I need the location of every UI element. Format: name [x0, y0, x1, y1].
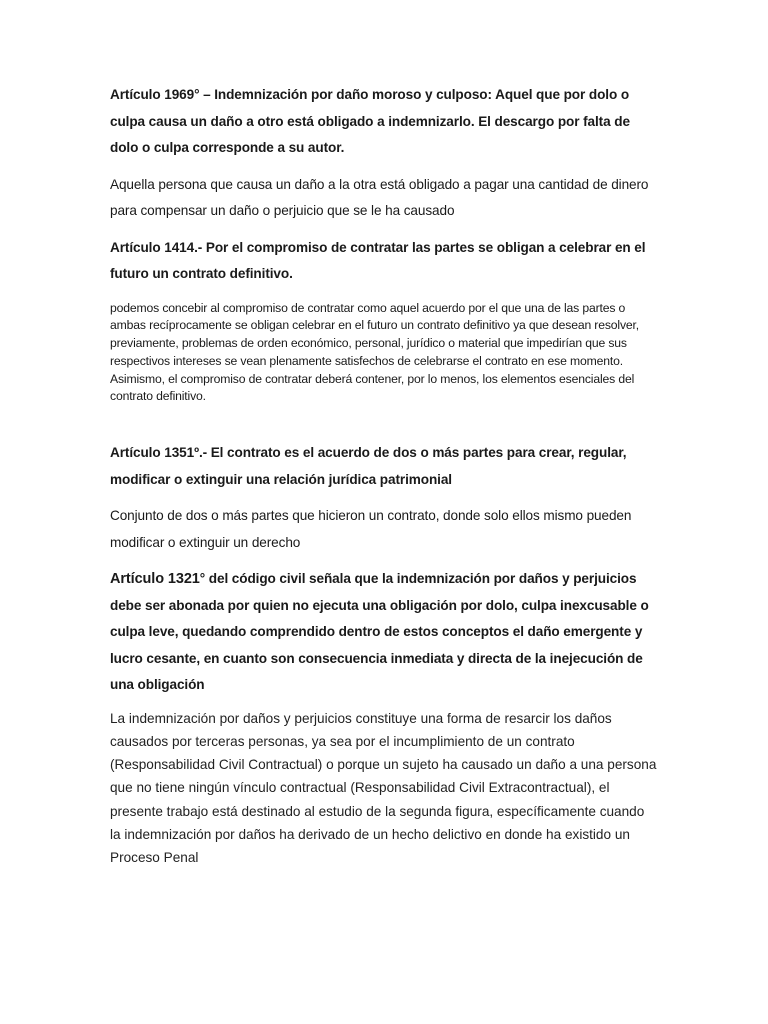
- article-1321-lead: Artículo 1321: [110, 571, 200, 588]
- article-1321-text: [110, 566, 658, 699]
- article-1351-text: Artículo 1351º.- El contrato es el acuerdo de dos o más partes para crear, regular, modificar o extinguir una relación jurídica patrimonial: [110, 445, 627, 487]
- article-1321-rest: ° del código civil señala que la indemnización por daños y perjuicios debe ser abonada por quien no ejecuta una obligación por dolo, culpa inexcusable o culpa leve, quedando comprendido dentro de estos conceptos el daño emergente y lucro cesante, en cuanto son consecuencia inmediata y directa de la inejecución de una obligación: [110, 571, 649, 693]
- article-1969-text: Artículo 1969° – Indemnización por daño moroso y culposo: Aquel que por dolo o culpa causa un daño a otro está obligado a indemnizarlo. El descargo por falta de dolo o culpa corresponde a su autor.: [110, 87, 630, 155]
- article-1969-note: Aquella persona que causa un daño a la otra está obligado a pagar una cantidad de dinero para compensar un daño o perjuicio que se le ha causado: [110, 176, 649, 218]
- document-page: [110, 82, 658, 869]
- article-1414-text: Artículo 1414.- Por el compromiso de contratar las partes se obligan a celebrar en el futuro un contrato definitivo.: [110, 239, 646, 281]
- article-1321-note: La indemnización por daños y perjuicios constituye una forma de resarcir los daños causados por terceras personas, ya sea por el incumplimiento de un contrato (Responsabilidad Civil Contractual) o porque un sujeto ha causado un daño a una persona que no tiene ningún vínculo contractual (Responsabilidad Civil Extracontractual), el presente trabajo está destinado al estudio de la segunda figura, específicamente cuando la indemnización por daños ha derivado de un hecho delictivo en donde ha existido un Proceso Penal: [110, 710, 657, 865]
- article-1414-note: podemos concebir al compromiso de contratar como aquel acuerdo por el que una de las partes o ambas recíprocamente se obligan celebrar en el futuro un contrato definitivo ya que desean resolver, previamente, problemas de orden económico, personal, jurídico o material que impedirían que sus respectivos intereses se vean plenamente satisfechos de celebrarse el contrato en ese momento. Asimismo, el compromiso de contratar deberá contener, por lo menos, los elementos esenciales del contrato definitivo.: [110, 300, 640, 404]
- article-1351-note: Conjunto de dos o más partes que hicieron un contrato, donde solo ellos mismo pueden modificar o extinguir un derecho: [110, 508, 632, 550]
